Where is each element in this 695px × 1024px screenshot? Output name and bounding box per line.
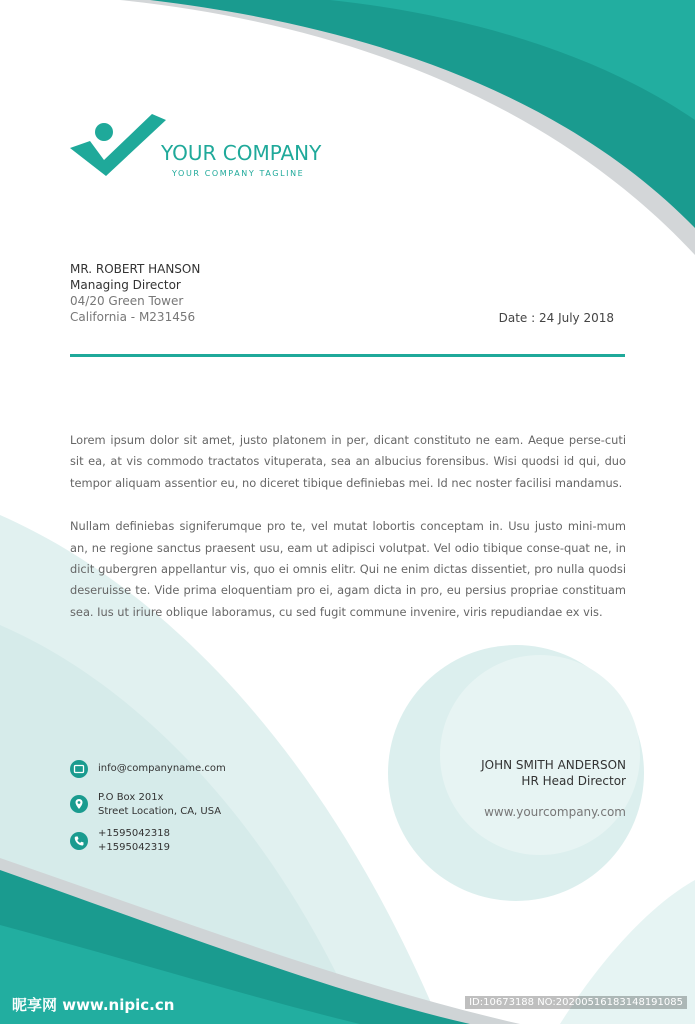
recipient-address-line1: 04/20 Green Tower [70,294,184,308]
contact-email-row [70,760,270,780]
company-logo-icon [68,112,168,180]
company-name: YOUR COMPANY [161,141,322,165]
header-divider [70,354,625,357]
signature-circle-highlight [440,655,640,855]
contact-phone-1[interactable]: +1595042318 [98,828,171,839]
signature-name: JOHN SMITH ANDERSON [481,758,626,772]
watermark-site-label: 昵享网 www.nipic.cn [12,996,175,1014]
location-pin-icon [70,795,88,813]
recipient-address-line2: California - M231456 [70,310,196,324]
recipient-block [70,261,200,325]
signature-block [481,757,626,789]
contact-email[interactable]: info@companyname.com [98,763,226,774]
recipient-name: MR. ROBERT HANSON [70,262,201,276]
company-tagline: YOUR COMPANY TAGLINE [172,169,305,178]
contact-po-box: P.O Box 201x [98,792,164,803]
signature-title: HR Head Director [521,774,626,788]
body-paragraph-2: Nullam definiebas signiferumque pro te, vel mutat lobortis conceptam in. Usu justo mini-mum an, ne regione sanctus praesent usu, eam ut adipisci volutpat. Vel odio tibique conse-quat ne, in dicit gubergren appellantur vis, quo ei omnis elitr. Qui ne enim dictas dissentiet, pro nulla quodsi deseruisse te. Vide prima eloquentiam pro ei, agam dicta in pro, eu persius propriae constituam sea. Ius ut iriure oblique laboramus, cu sed fugit commune invenire, viris repudiandae ex vis. [70,519,626,619]
body-paragraph-1: Lorem ipsum dolor sit amet, justo platonem in per, dicant constituto ne eam. Aeque perse-cuti sit ea, at vis commodo tractatos vituperata, sea an albucius forensibus. Wisi quodsi id qui, duo tempor aliquam assentior eu, no diceret tibique definiebas mei. Id nec noster facilisi mandamus. [70,433,626,490]
contact-phone-2[interactable]: +1595042319 [98,842,171,853]
contact-address-row [70,791,270,821]
email-icon [70,760,88,778]
letter-date: Date : 24 July 2018 [498,311,614,325]
recipient-title: Managing Director [70,278,181,292]
contact-street: Street Location, CA, USA [98,806,222,817]
letter-body [70,430,626,645]
watermark-id-text: ID:10673188 NO:20200516183148191085 [465,996,687,1009]
phone-icon [70,832,88,850]
company-website[interactable]: www.yourcompany.com [484,805,626,819]
contact-phone-row [70,827,270,857]
